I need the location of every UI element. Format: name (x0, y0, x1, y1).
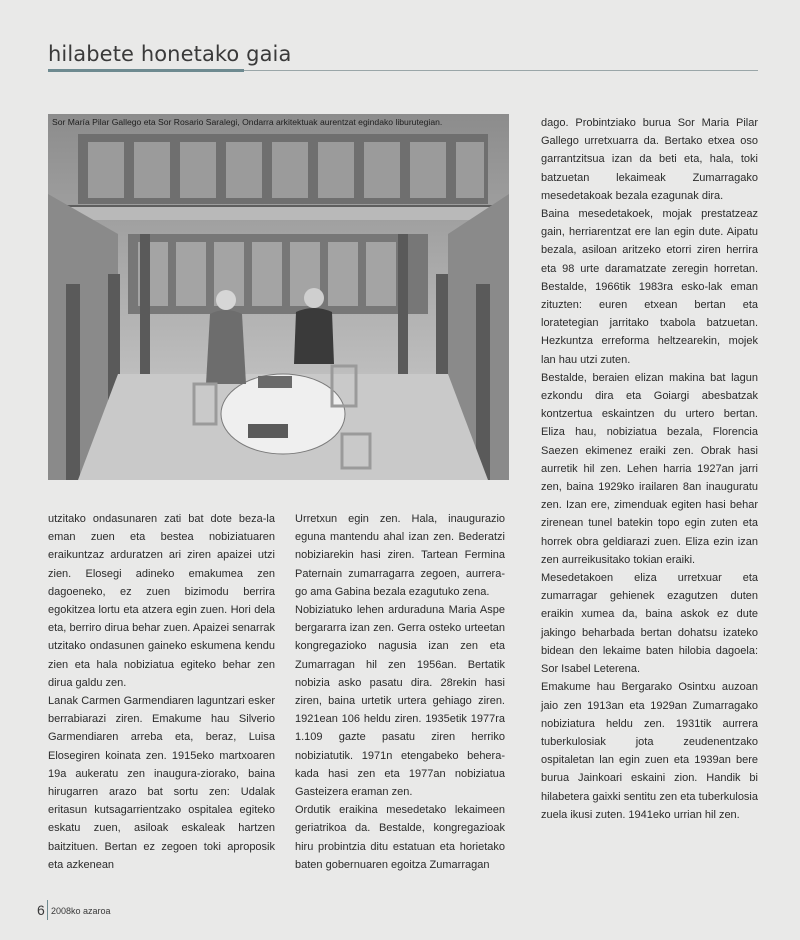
text-column-3 (541, 114, 758, 824)
library-photo (48, 114, 509, 480)
paragraph: Bestalde, beraien elizan makina bat lagun ezkondu dira eta Goiargi abesbatzak kontzertua eskaintzen du urtero bertan. Eliza hau, nobiziatua bezala, Florencia Saezen ekimenez eraiki zen. Obrak hasi aurretik hil zen. Lehen harria 1927an jarri zen, baina 1929ko irailaren 8an inauguratu zen. Izan ere, zimenduak egiten hasi behar zirenean tunel batekin topo egin zuten eta horrek obra geldiarazi zuen. Eliza ezin izan zen aurreikusitako tokian eraiki. (541, 371, 758, 566)
paragraph: Ordutik eraikina mesedetako lekaimeen geriatrikoa da. Bestalde, kongregazioak hiru probintzia ditu estatuan eta horietako baten gobernuaren egoitza Zumarragan (295, 804, 505, 871)
text-column-1 (48, 510, 275, 874)
paragraph: Urretxun egin zen. Hala, inaugurazio eguna mantendu ahal izan zen. Bederatzi nobiziarekin hasi ziren. Tartean Fermina Paternain zumarragarra zegoen, aurrera-go ama Gabina bezala ezagutuko zena. (295, 513, 505, 598)
paragraph: Nobiziatuko lehen arduraduna Maria Aspe bergararra izan zen. Gerra osteko urteetan kongregazioko nagusia izan zen eta Zumarragan hil zen 1956an. Bertatik nobizia asko pasatu dira. 28rekin hasi ziren, baina urtetik urtera gehiago ziren. 1921ean 106 heldu ziren. 1935etik 1977ra 1.109 gazte pasatu ziren herriko nobiziatutik. 1971n etengabeko behera-kada hasi zen eta 1977an nobiziatua Gasteizera eraman zen. (295, 604, 505, 799)
paragraph: Mesedetakoen eliza urretxuar eta zumarragar gehienek ezagutzen duten eraikin xumea da, baina askok ez dute jakingo beharbada bertan dohatsu izateko bidean den lekaime baten hilobia dagoela: Sor Isabel Leterena. (541, 572, 758, 676)
paragraph: Lanak Carmen Garmendiaren laguntzari esker berrabiarazi ziren. Emakume hau Silverio Garmendiaren arreba eta, beraz, Luisa Elosegiren koinata zen. 1915eko martxoaren 19a aukeratu zen inaugura-ziorako, baina hirugarren arazo bat sortu zen: Udalak eritasun kutsagarrientzako ospitalea egiteko eskatu zuen, asiloak eskaleak hartzen baitzituen. Bertan ez zegoen toki aproposik eta azkenean (48, 695, 275, 871)
paragraph: utzitako ondasunaren zati bat dote beza-la eman zuen eta bestea nobiziatuaren eraikuntzaz arduratzen ari ziren apaizei utzi zien. Elosegi adineko emakumea zen dagoeneko, ez zuen bizimodu berrira egokitzea lortu eta atzera egin zuen. Hori dela eta, berriro dirua behar zuen. Apaizei senarrak utzitako ondasunen gaineko eskumena kendu zien eta hala nobiziatua egiteko behar zen dirua galdu zen. (48, 513, 275, 689)
paragraph: Emakume hau Bergarako Osintxu auzoan jaio zen 1913an eta 1929an Zumarragako nobiziatura heldu zen. 1931tik aurrera tuberkulosiak jota zeudenentzako ospitaletan lan egin zuen eta 1939an bere burua Jainkoari eskaini zion. Handik bi hilabetera gaixki sentitu zen eta tuberkulosia zuela ikusi zuten. 1941eko urrian hil zen. (541, 681, 758, 821)
issue-date: 2008ko azaroa (51, 906, 111, 916)
header-rule-accent (48, 69, 244, 72)
paragraph: Baina mesedetakoek, mojak prestatzeaz gain, herriarentzat ere lan egin dute. Aipatu bezala, asiloan aritzeko etorri ziren herrira eta 98 urte daramatzate zeregin horretan. Bestalde, 1966tik 1983ra esko-lak eman zituzten: euren etxean bertan eta loratetegian jarritako txabola batzuetan. Hezkuntza erreforma heltzearekin, mojek lan hau utzi zuten. (541, 208, 758, 366)
section-title: hilabete honetako gaia (48, 42, 292, 66)
page-number: 6 (37, 902, 45, 918)
text-column-2 (295, 510, 505, 874)
footer-divider (47, 900, 48, 920)
library-photo-illustration (48, 114, 509, 480)
photo-caption: Sor María Pilar Gallego eta Sor Rosario Saralegi, Ondarra arkitektuak aurentzat egindako liburutegian. (52, 117, 443, 127)
paragraph: dago. Probintziako burua Sor Maria Pilar Gallego urretxuarra da. Bertako etxea oso garrantzitsua izan da beti eta, hala, toki batzuetan lekaimeak Zumarragako mesedetakoak bezala ezagunak dira. (541, 117, 758, 202)
